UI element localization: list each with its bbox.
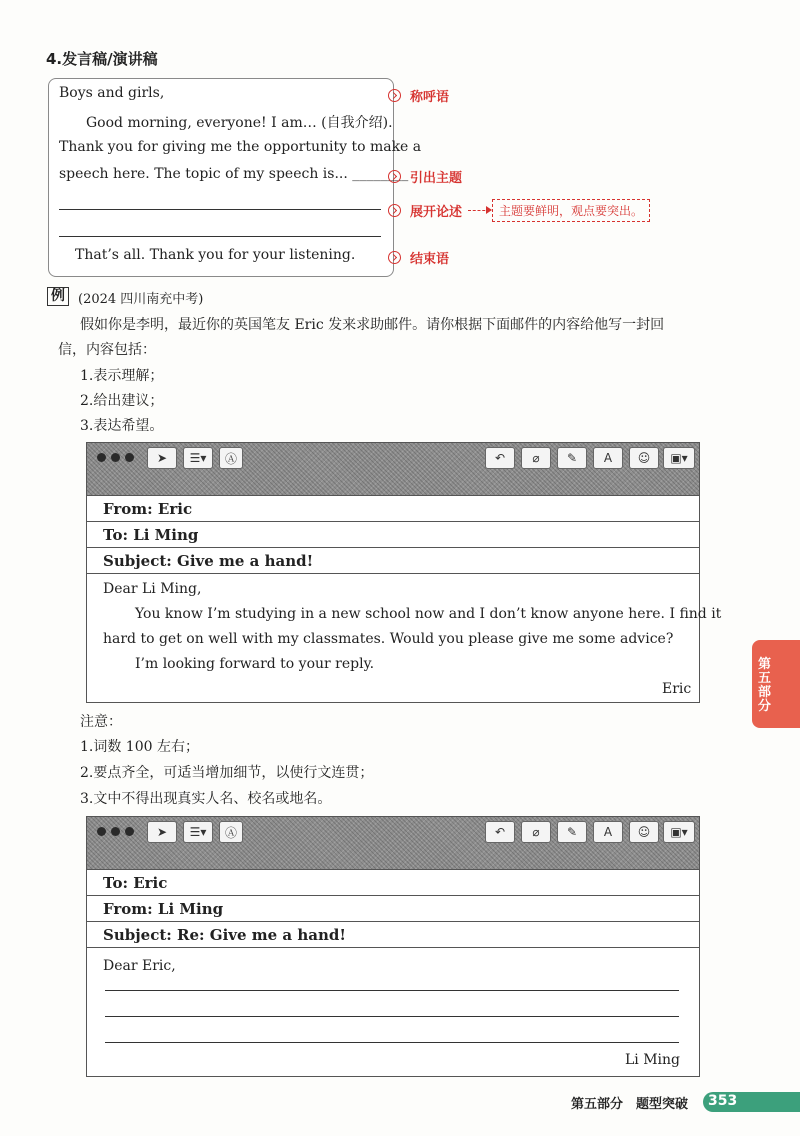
compose-icon[interactable]: ✎ [557, 447, 587, 469]
note-item: 2.要点齐全，可适当增加细节，以使行文连贯； [80, 765, 374, 781]
window-dot-icon [97, 453, 106, 462]
window-dot-icon [111, 827, 120, 836]
emoji-icon[interactable]: ☺ [629, 821, 659, 843]
side-tab-label: 第五部分 [758, 657, 772, 714]
annotation-label: 引出主题 [410, 171, 463, 186]
page-number: 353 [708, 1093, 738, 1109]
prompt-point: 3.表达希望。 [80, 418, 164, 434]
annotation-label: 结束语 [410, 252, 450, 267]
prompt-line: 信，内容包括： [58, 342, 156, 358]
email-salutation: Dear Li Ming, [103, 581, 202, 597]
text-style-icon[interactable]: Ⓐ [219, 821, 243, 843]
page-number-badge [703, 1092, 800, 1112]
window-dot-icon [125, 827, 134, 836]
compose-icon[interactable]: ✎ [557, 821, 587, 843]
send-icon[interactable]: ➤ [147, 447, 177, 469]
email-body-line: I’m looking forward to your reply. [135, 656, 375, 672]
email-subject-row [87, 548, 699, 574]
email-reply-body[interactable] [87, 948, 699, 1073]
send-icon[interactable]: ➤ [147, 821, 177, 843]
subject-label: Subject: Give me a hand! [103, 552, 314, 570]
prompt-point: 1.表示理解； [80, 368, 164, 384]
dashed-arrow-icon [468, 210, 490, 211]
example-tag: 例 [47, 287, 69, 306]
writing-line[interactable] [105, 1042, 679, 1043]
section-title: 4.发言稿/演讲稿 [46, 50, 158, 68]
speech-template-box [48, 78, 422, 277]
text-style-icon[interactable]: Ⓐ [219, 447, 243, 469]
email-to-row [87, 522, 699, 548]
attach-icon[interactable]: ⌀ [521, 821, 551, 843]
photo-dropdown-icon[interactable]: ▣▾ [663, 821, 695, 843]
prompt-point: 2.给出建议； [80, 393, 164, 409]
emoji-icon[interactable]: ☺ [629, 447, 659, 469]
attach-icon[interactable]: ⌀ [521, 447, 551, 469]
annotation-greeting [388, 86, 449, 105]
email-body-line: hard to get on well with my classmates. Would you please give me some advice? [103, 631, 674, 647]
email-window-reply [86, 816, 700, 1077]
email-subject-row [87, 922, 699, 948]
email-window-incoming [86, 442, 722, 703]
template-closing: That’s all. Thank you for your listening. [75, 247, 356, 263]
annotation-closing [388, 248, 449, 267]
photo-dropdown-icon[interactable]: ▣▾ [663, 447, 695, 469]
blank-line [59, 236, 381, 237]
annotation-hint: 主题要鲜明，观点要突出。 [492, 199, 650, 222]
annotation-argument [388, 199, 650, 222]
annotation-label: 展开论述 [410, 205, 463, 220]
template-line3: Thank you for giving me the opportunity to make a [59, 139, 422, 155]
template-line4: speech here. The topic of my speech is... ________ [59, 166, 409, 182]
email-to-row [87, 870, 699, 896]
footer-section: 第五部分 题型突破 [571, 1097, 689, 1112]
annotation-label: 称呼语 [410, 90, 450, 105]
window-dot-icon [125, 453, 134, 462]
template-intro: Good morning, everyone! I am… (自我介绍). [86, 115, 393, 131]
email-signature: Eric [662, 681, 692, 697]
prompt-line: 假如你是李明，最近你的英国笔友 Eric 发来求助邮件。请你根据下面邮件的内容给他写一封回 [80, 317, 665, 333]
email-from-row [87, 896, 699, 922]
window-dot-icon [111, 453, 120, 462]
font-icon[interactable]: A [593, 821, 623, 843]
reply-icon[interactable]: ↶ [485, 447, 515, 469]
email-toolbar [87, 817, 699, 870]
blank-line [59, 209, 381, 210]
email-signature: Li Ming [625, 1052, 681, 1068]
example-source: (2024 四川南充中考) [78, 292, 204, 307]
arrow-circle-icon [388, 251, 401, 264]
to-label: To: Li Ming [103, 526, 199, 544]
reply-icon[interactable]: ↶ [485, 821, 515, 843]
note-item: 3.文中不得出现真实人名、校名或地名。 [80, 791, 332, 807]
subject-label: Subject: Re: Give me a hand! [103, 926, 346, 944]
email-body-line: You know I’m studying in a new school now and I don’t know anyone here. I find it [135, 606, 722, 622]
writing-line[interactable] [105, 1016, 679, 1017]
font-icon[interactable]: A [593, 447, 623, 469]
arrow-circle-icon [388, 204, 401, 217]
note-item: 1.词数 100 左右； [80, 739, 199, 755]
email-toolbar [87, 443, 699, 496]
list-dropdown-icon[interactable]: ☰▾ [183, 447, 213, 469]
email-from-row [87, 496, 699, 522]
list-dropdown-icon[interactable]: ☰▾ [183, 821, 213, 843]
template-greeting: Boys and girls, [59, 85, 165, 101]
annotation-topic [388, 167, 462, 186]
from-label: From: Li Ming [103, 900, 224, 918]
side-section-tab [752, 640, 800, 728]
arrow-circle-icon [388, 89, 401, 102]
arrow-circle-icon [388, 170, 401, 183]
to-label: To: Eric [103, 874, 168, 892]
email-body [87, 574, 722, 699]
writing-line[interactable] [105, 990, 679, 991]
notes-heading: 注意： [80, 714, 122, 730]
email-salutation: Dear Eric, [103, 958, 176, 974]
from-label: From: Eric [103, 500, 193, 518]
window-dot-icon [97, 827, 106, 836]
